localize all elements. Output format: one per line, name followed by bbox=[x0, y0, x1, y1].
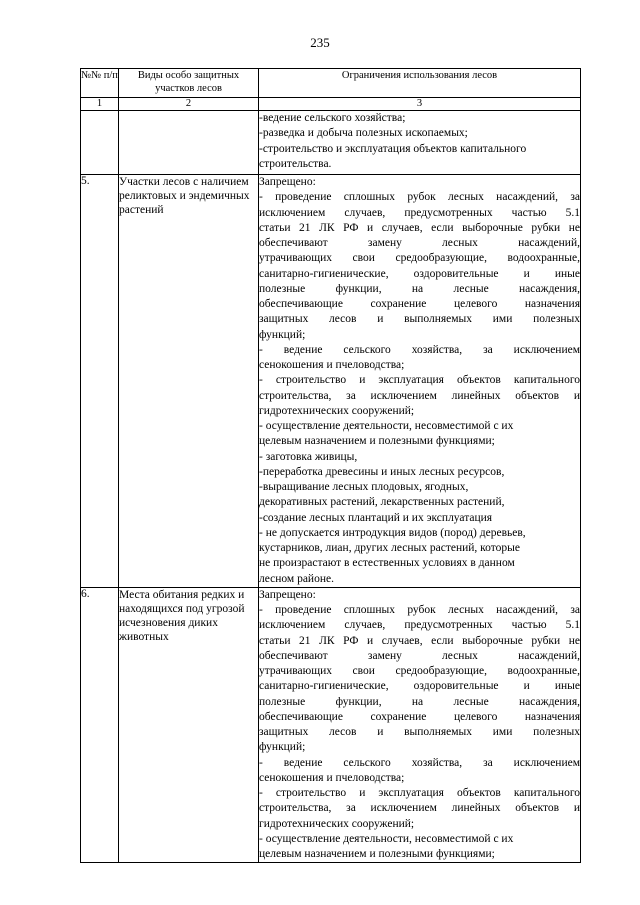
column-number: 1 bbox=[81, 98, 119, 111]
restriction-line: - ведение сельского хозяйства, за исключением bbox=[259, 756, 580, 769]
row-number: 6. bbox=[81, 587, 119, 863]
restriction-line: полезные функции, на лесные насаждения, bbox=[259, 695, 580, 708]
restriction-line: -строительство и эксплуатация объектов капитального bbox=[259, 142, 527, 155]
restriction-line: функций; bbox=[259, 328, 306, 341]
restriction-line: -выращивание лесных плодовых, ягодных, bbox=[259, 481, 469, 493]
restriction-line: -ведение сельского хозяйства; bbox=[259, 112, 406, 124]
restriction-line: функций; bbox=[259, 741, 306, 754]
restriction-line: не произрастают в естественных условиях в данном bbox=[259, 557, 515, 570]
restriction-line: защитных лесов и выполняемых ими полезных bbox=[259, 726, 580, 738]
restriction-line: целевым назначением и полезными функциями; bbox=[259, 848, 495, 860]
restriction-line: утрачивающих свои средообразующие, водоохранные, bbox=[259, 665, 580, 677]
forest-type: Участки лесов с наличием реликтовых и эндемичных растений bbox=[119, 175, 259, 588]
restriction-line: лесном районе. bbox=[259, 572, 334, 585]
restriction-line: исключением случаев, предусмотренных частью 5.1 bbox=[259, 206, 580, 219]
row-number bbox=[81, 111, 119, 175]
restriction-line: Запрещено: bbox=[259, 176, 316, 188]
restriction-line: обеспечивают замену лесных насаждений, bbox=[259, 237, 580, 249]
restrictions-text bbox=[259, 587, 581, 863]
restriction-line: целевым назначением и полезными функциями; bbox=[259, 435, 495, 448]
restriction-line: - заготовка живицы, bbox=[259, 450, 358, 463]
restriction-line: - строительство и эксплуатация объектов капитального bbox=[259, 374, 580, 387]
restriction-line: исключением случаев, предусмотренных частью 5.1 bbox=[259, 619, 580, 632]
restriction-line: обеспечивают замену лесных насаждений, bbox=[259, 649, 580, 662]
restriction-line: гидротехнических сооружений; bbox=[259, 404, 415, 417]
restriction-line: - не допускается интродукция видов (пород) деревьев, bbox=[259, 526, 526, 539]
restriction-line: - проведение сплошных рубок лесных насаждений, за bbox=[259, 191, 580, 204]
restriction-line: декоративных растений, лекарственных растений, bbox=[259, 496, 505, 509]
row-number: 5. bbox=[81, 175, 119, 588]
restriction-line: гидротехнических сооружений; bbox=[259, 817, 415, 830]
restriction-line: сенокошения и пчеловодства; bbox=[259, 359, 405, 371]
restriction-line: - ведение сельского хозяйства, за исключением bbox=[259, 343, 580, 356]
column-number-row bbox=[81, 98, 581, 111]
restriction-line: утрачивающих свои средообразующие, водоохранные, bbox=[259, 252, 580, 265]
table-row bbox=[81, 111, 581, 175]
forest-type: Места обитания редких и находящихся под угрозой исчезновения диких животных bbox=[119, 587, 259, 863]
restrictions-text bbox=[259, 111, 581, 175]
restriction-line: санитарно-гигиенические, оздоровительные и иные bbox=[259, 267, 580, 280]
header-forest-type: Виды особо защитных участков лесов bbox=[119, 69, 259, 98]
table-row bbox=[81, 175, 581, 588]
restriction-line: полезные функции, на лесные насаждения, bbox=[259, 282, 580, 295]
forest-type bbox=[119, 111, 259, 175]
restriction-line: -создание лесных плантаций и их эксплуатация bbox=[259, 511, 493, 524]
restriction-line: строительства. bbox=[259, 157, 332, 170]
restriction-line: -разведка и добыча полезных ископаемых; bbox=[259, 127, 468, 140]
column-number: 3 bbox=[259, 98, 581, 111]
restriction-line: строительства, за исключением линейных объектов и bbox=[259, 389, 580, 402]
restriction-line: - проведение сплошных рубок лесных насаждений, за bbox=[259, 604, 580, 616]
restriction-line: санитарно-гигиенические, оздоровительные и иные bbox=[259, 680, 580, 693]
column-number: 2 bbox=[119, 98, 259, 111]
restriction-line: статьи 21 ЛК РФ и случаев, если выборочные рубки не bbox=[259, 221, 580, 234]
restriction-line: защитных лесов и выполняемых ими полезных bbox=[259, 313, 580, 326]
restriction-line: обеспечивающие сохранение целевого назначения bbox=[259, 710, 580, 723]
table-row bbox=[81, 587, 581, 863]
restriction-line: - осуществление деятельности, несовместимой с их bbox=[259, 832, 514, 845]
restriction-line: кустарников, лиан, других лесных растений, которые bbox=[259, 542, 520, 554]
header-restrictions: Ограничения использования лесов bbox=[259, 69, 581, 98]
restriction-line: строительства, за исключением линейных объектов и bbox=[259, 802, 580, 815]
page-number: 235 bbox=[310, 35, 330, 50]
header-number: №№ п/п bbox=[81, 69, 119, 98]
restriction-line: статьи 21 ЛК РФ и случаев, если выборочные рубки не bbox=[259, 634, 580, 647]
restriction-line: сенокошения и пчеловодства; bbox=[259, 771, 405, 784]
restrictions-table bbox=[80, 68, 581, 863]
restriction-line: обеспечивающие сохранение целевого назначения bbox=[259, 298, 580, 310]
table-header-row bbox=[81, 69, 581, 98]
restriction-line: - строительство и эксплуатация объектов капитального bbox=[259, 787, 580, 799]
restriction-line: Запрещено: bbox=[259, 588, 316, 601]
restrictions-text bbox=[259, 175, 581, 588]
restriction-line: -переработка древесины и иных лесных ресурсов, bbox=[259, 465, 505, 478]
restriction-line: - осуществление деятельности, несовместимой с их bbox=[259, 420, 514, 432]
